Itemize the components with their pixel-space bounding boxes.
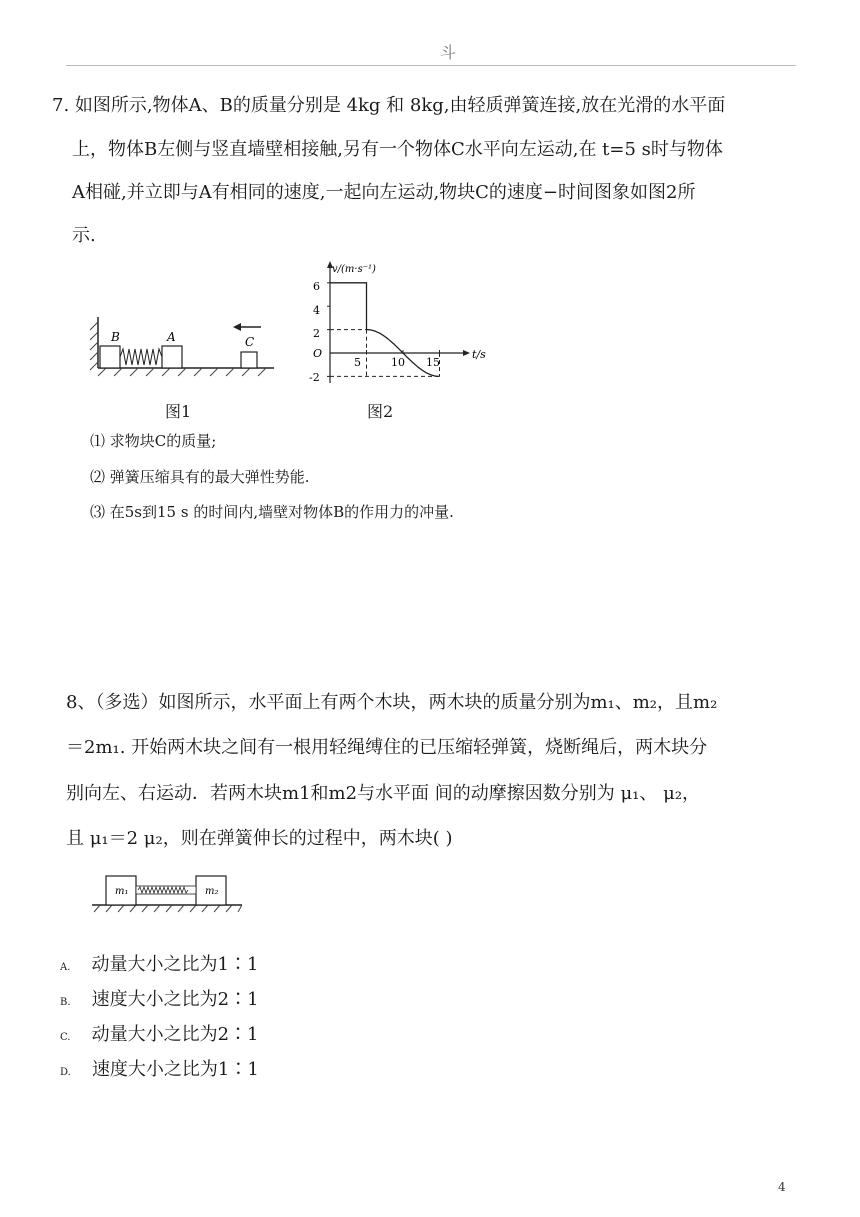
y-tick-neg2: -2 bbox=[309, 371, 320, 384]
option-a-text: 动量大小之比为1∶1 bbox=[91, 954, 259, 975]
q7-figure-2-caption: 图2 bbox=[367, 402, 394, 421]
series-line-before-collision bbox=[330, 283, 367, 330]
q7-line-4: 示. bbox=[72, 225, 96, 246]
page-number: 4 bbox=[778, 1180, 786, 1194]
x-tick-5: 5 bbox=[354, 356, 361, 369]
header-rule bbox=[66, 65, 796, 66]
q7-line-3: A相碰,并立即与A有相同的速度,一起向左运动,物块C的速度−时间图象如图2所 bbox=[72, 182, 696, 203]
origin-label: O bbox=[313, 347, 323, 360]
y-tick-6: 6 bbox=[313, 280, 320, 293]
label-m1: m₁ bbox=[115, 886, 129, 897]
arrowhead bbox=[233, 323, 241, 331]
x-tick-15: 15 bbox=[426, 356, 440, 369]
q8-figure bbox=[88, 870, 246, 915]
option-c-text: 动量大小之比为2∶1 bbox=[91, 1024, 259, 1045]
q8-line-3: 别向左、右运动．若两木块m1和m2与水平面 间的动摩擦因数分别为 μ₁、 μ₂， bbox=[66, 783, 701, 804]
q7-line-2: 上，物体B左侧与竖直墙壁相接触,另有一个物体C水平向左运动,在 t=5 s时与物体 bbox=[72, 139, 723, 160]
option-d bbox=[60, 1055, 259, 1081]
q7-line-1: 7. 如图所示,物体A、B的质量分别是 4kg 和 8kg,由轻质弹簧连接,放在光滑的水平面 bbox=[52, 95, 726, 116]
option-b-letter: B. bbox=[60, 997, 71, 1008]
block-c bbox=[241, 352, 257, 368]
block-a bbox=[162, 346, 182, 368]
y-tick-4: 4 bbox=[313, 304, 320, 317]
spring bbox=[120, 349, 162, 365]
block-b bbox=[100, 346, 120, 368]
option-b bbox=[60, 985, 259, 1011]
wall-hatch bbox=[90, 322, 98, 370]
q8-line-4: 且 μ₁＝2 μ₂，则在弹簧伸长的过程中，两木块( ) bbox=[66, 828, 453, 849]
option-d-letter: D. bbox=[60, 1067, 71, 1078]
q7-subquestion-3: ⑶ 在5s到15 s 的时间内,墙壁对物体B的作用力的冲量. bbox=[90, 503, 454, 521]
label-m2: m₂ bbox=[205, 886, 219, 897]
label-b: B bbox=[111, 330, 120, 344]
q8-line-1: 8、（多选）如图所示，水平面上有两个木块，两木块的质量分别为m₁、m₂，且m₂ bbox=[66, 692, 718, 713]
y-tick-2: 2 bbox=[313, 327, 320, 340]
label-c: C bbox=[245, 335, 255, 349]
ground-hatch bbox=[98, 368, 266, 376]
label-a: A bbox=[167, 330, 176, 344]
option-c-letter: C. bbox=[60, 1032, 71, 1043]
x-tick-10: 10 bbox=[391, 356, 405, 369]
option-d-text: 速度大小之比为1∶1 bbox=[91, 1059, 259, 1080]
floor-hatch bbox=[94, 905, 242, 912]
option-c bbox=[60, 1020, 258, 1046]
q7-subquestion-1: ⑴ 求物块C的质量; bbox=[90, 432, 217, 450]
option-b-text: 速度大小之比为2∶1 bbox=[91, 989, 259, 1010]
q7-figure-1-caption: 图1 bbox=[165, 402, 192, 421]
x-axis-arrow bbox=[463, 350, 470, 356]
y-axis-label: v/(m·s⁻¹) bbox=[332, 264, 376, 275]
q8-line-2: ＝2m₁. 开始两木块之间有一根用轻绳缚住的已压缩轻弹簧，烧断绳后，两木块分 bbox=[66, 737, 708, 758]
x-axis-label: t/s bbox=[472, 348, 486, 361]
option-a-letter: A. bbox=[60, 962, 71, 973]
q7-subquestion-2: ⑵ 弹簧压缩具有的最大弹性势能. bbox=[90, 468, 310, 486]
q7-figure-2 bbox=[305, 255, 500, 390]
header-mark: 斗 bbox=[440, 43, 457, 62]
q7-figure-1 bbox=[86, 312, 281, 382]
option-a bbox=[60, 950, 258, 976]
